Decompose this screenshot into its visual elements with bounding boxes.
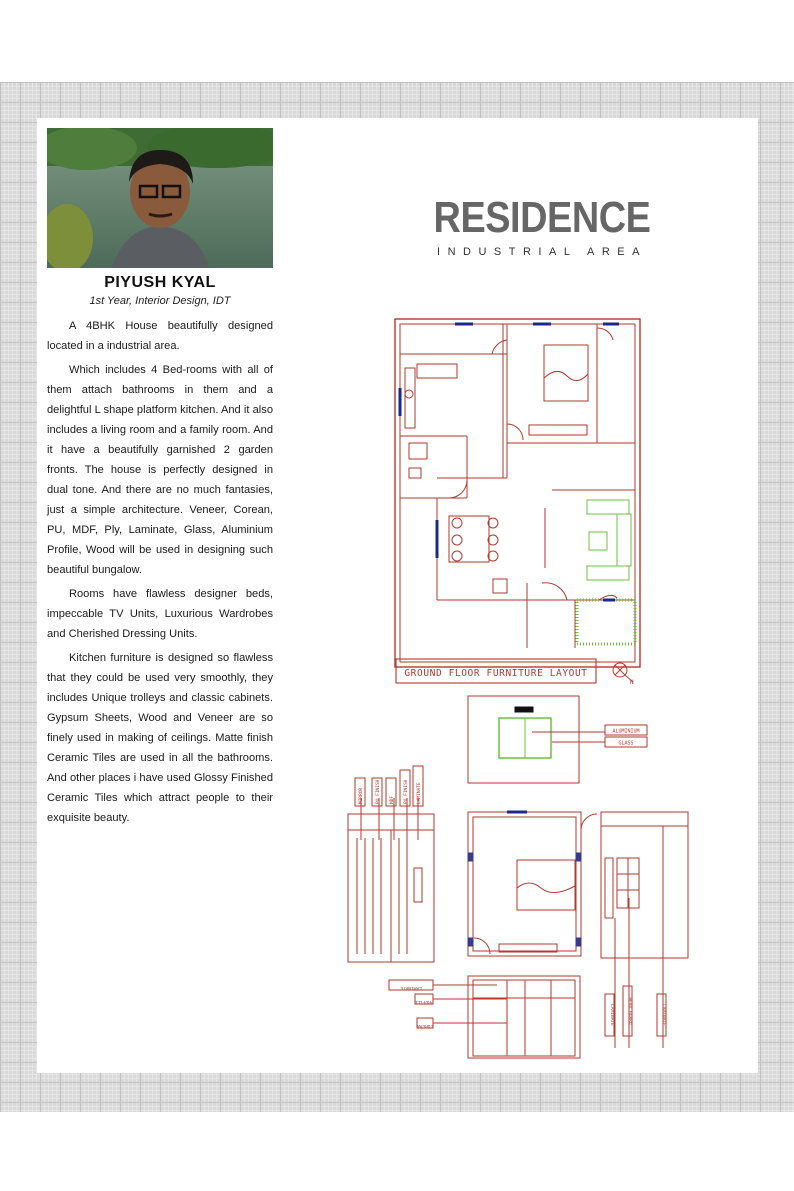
window-tag-aluminium: ALUMINIUM [612, 728, 640, 735]
shutter-tag-profile: PROFILE [414, 999, 434, 1004]
wardrobe-tag-mirror: MIRROR [359, 787, 364, 804]
student-role: 1st Year, Interior Design, IDT [89, 295, 231, 307]
living-room-sofa-set [577, 500, 635, 644]
ground-floor-plan [395, 319, 640, 667]
wardrobe-tag-laminate: LAMINATE [417, 782, 422, 804]
bed-tag-laminate-1: LAMINATE [609, 1004, 614, 1026]
wardrobe-tag-mdf: MDF [390, 795, 395, 804]
project-subtitle: INDUSTRIAL AREA [437, 246, 647, 258]
window-tag-glass: GLASS [618, 740, 634, 747]
wardrobe-tag-pu-finish-2: PU FINISH [404, 779, 409, 804]
description-paragraph-1: A 4BHK House beautifully designed located in a industrial area. [47, 320, 273, 352]
furniture-layout-drawing [37, 118, 758, 1073]
description-paragraph-3: Rooms have flawless designer beds, impeccable TV Units, Luxurious Wardrobes and Cherished Dressing Units. [47, 588, 273, 640]
student-name: PIYUSH KYAL [104, 274, 216, 291]
project-title: RESIDENCE [433, 193, 651, 242]
plan-window-markers [400, 324, 619, 600]
shutter-tag-corean: COREAN [416, 1023, 434, 1028]
shutter-tag-laminate: LAMINATE [400, 985, 422, 990]
plan-label: GROUND FLOOR FURNITURE LAYOUT [404, 668, 588, 679]
bedroom-plan [468, 812, 597, 956]
wardrobe-tag-pu-finish-1: PU FINISH [376, 779, 381, 804]
description-paragraph-4: Kitchen furniture is designed so flawless that they could be used very smoothly, they includes Unique trolleys and classic cabinets. Gypsum Sheets, Wood and Veneer are so finely used in making of ceilings. Matte finish Ceramic Tiles are used in all the bathrooms. And other places i have used Glossy Finished Ceramic Tiles which attract people to their exquisite beauty. [47, 652, 273, 824]
description-paragraph-2: Which includes 4 Bed-rooms with all of them attach bathrooms in them and a delightful L shape platform kitchen. And it also includes a living room and a family room. And it have a beautifully garnished 2 garden fronts. The house is perfectly designed in dual tone. And there are no much fantasies, just a simple architecture. Veneer, Corean, PU, MDF, Ply, Laminate, Glass, Aluminium Profile, Wood will be used in designing such beautiful bungalow. [47, 364, 273, 576]
bed-tag-head-board: HEAD BOARD [627, 997, 632, 1025]
window-elevation [468, 696, 647, 783]
portfolio-sheet [37, 118, 758, 1073]
north-label: N [630, 679, 634, 686]
bed-tag-laminate-2: LAMINATE [661, 1004, 666, 1026]
